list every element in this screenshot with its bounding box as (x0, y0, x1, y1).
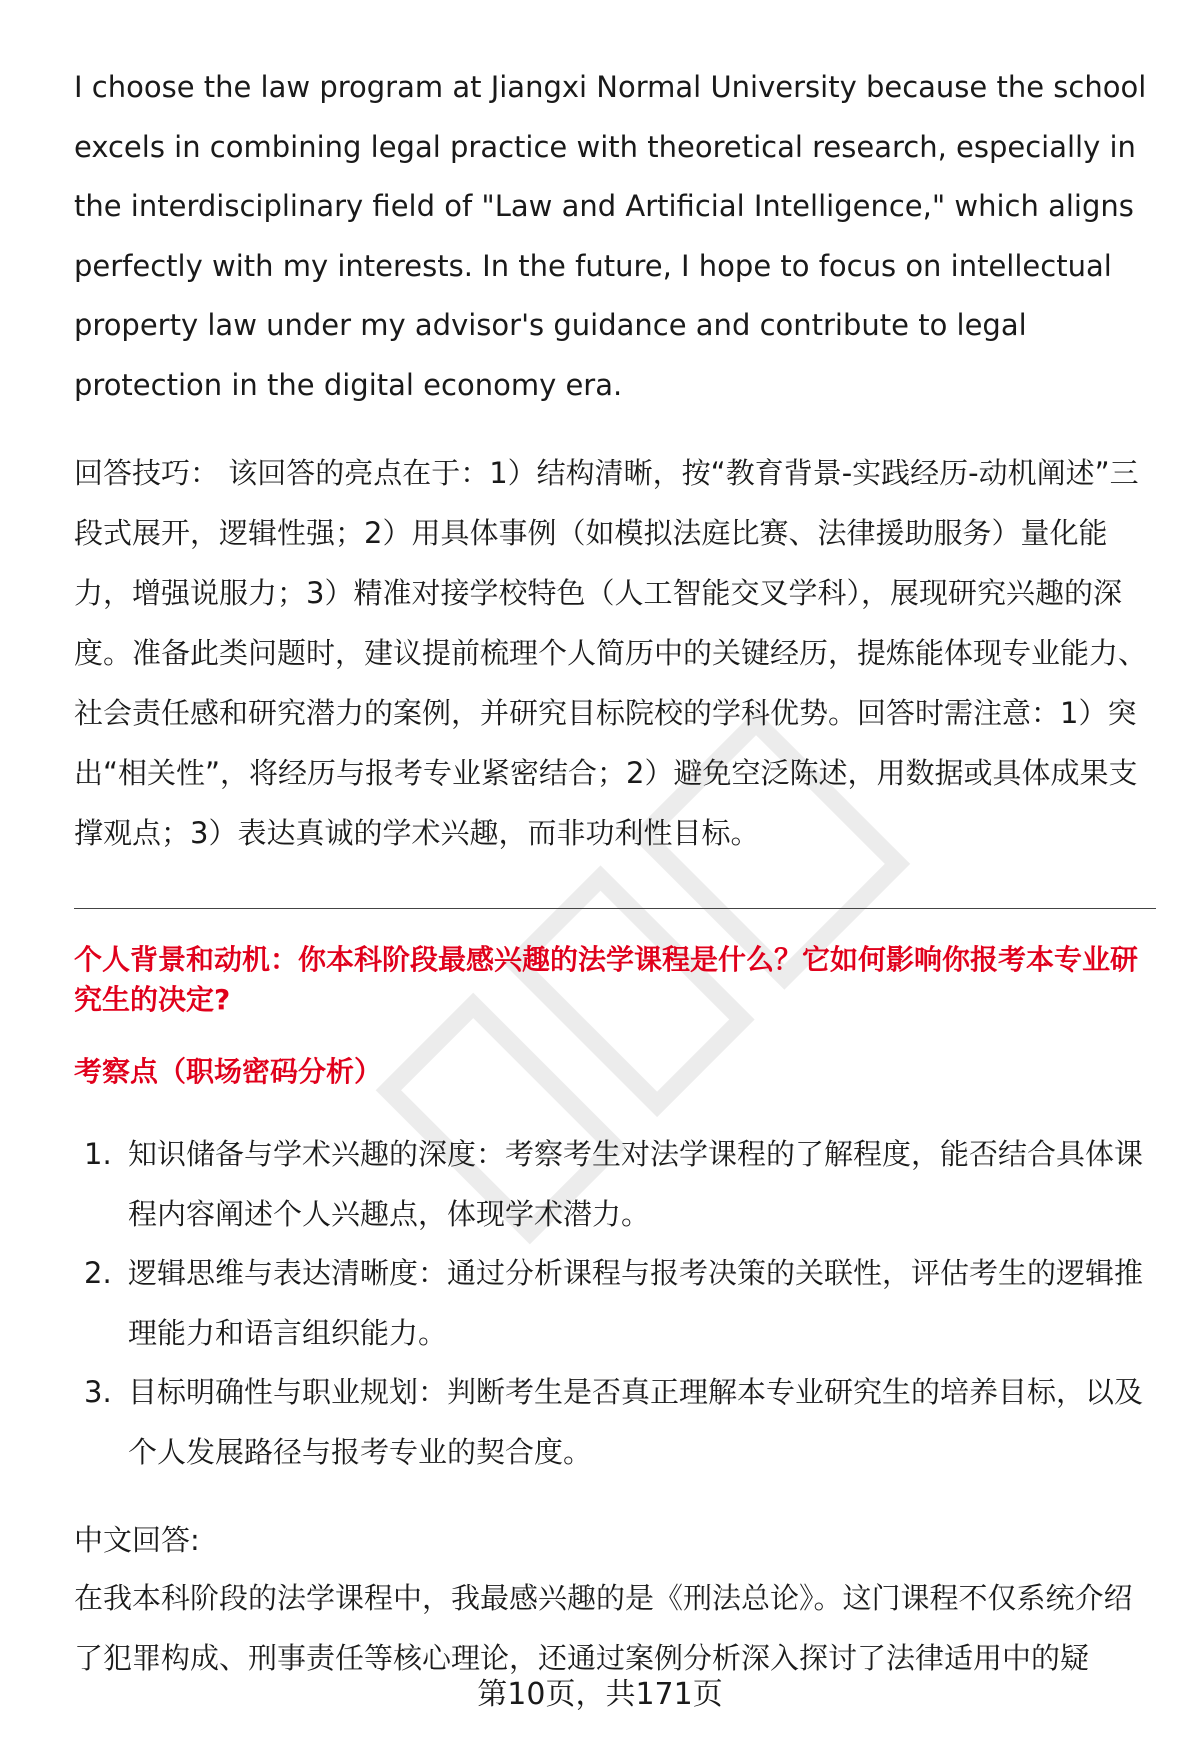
list-item (74, 1363, 1156, 1482)
assessment-points-title: 考察点（职场密码分析） (74, 1055, 383, 1088)
assessment-points-list (74, 1125, 1156, 1482)
list-item (74, 1125, 1156, 1244)
chinese-answer-paragraph: 在我本科阶段的法学课程中，我最感兴趣的是《刑法总论》。这门课程不仅系统介绍了犯罪构成、刑事责任等核心理论，还通过案例分析深入探讨了法律适用中的疑 (74, 1581, 1133, 1675)
list-item-text: 知识储备与学术兴趣的深度：考察考生对法学课程的了解程度，能否结合具体课程内容阐述个人兴趣点，体现学术潜力。 (128, 1137, 1144, 1231)
answer-tips-paragraph: 回答技巧： 该回答的亮点在于：1）结构清晰，按“教育背景-实践经历-动机阐述”三段式展开，逻辑性强；2）用具体事例（如模拟法庭比赛、法律援助服务）量化能力，增强说服力；3）精准对接学校特色（人工智能交叉学科），展现研究兴趣的深度。准备此类问题时，建议提前梳理个人简历中的关键经历，提炼能体现专业能力、社会责任感和研究潜力的案例，并研究目标院校的学科优势。回答时需注意：1）突出“相关性”，将经历与报考专业紧密结合；2）避免空泛陈述，用数据或具体成果支撑观点；3）表达真诚的学术兴趣，而非功利性目标。 (74, 456, 1148, 850)
list-item-number: 1. (84, 1137, 112, 1171)
section-divider (74, 908, 1156, 909)
chinese-answer-label: 中文回答: (74, 1523, 200, 1557)
page-number-footer: 第10页，共171页 (0, 1675, 1200, 1715)
list-item-number: 3. (84, 1375, 112, 1409)
list-item-text: 目标明确性与职业规划：判断考生是否真正理解本专业研究生的培养目标，以及个人发展路径与报考专业的契合度。 (128, 1375, 1144, 1469)
question-heading: 个人背景和动机：你本科阶段最感兴趣的法学课程是什么？它如何影响你报考本专业研究生的决定? (74, 943, 1139, 1016)
list-item-text: 逻辑思维与表达清晰度：通过分析课程与报考决策的关联性，评估考生的逻辑推理能力和语言组织能力。 (128, 1256, 1144, 1350)
english-answer-paragraph: I choose the law program at Jiangxi Normal University because the school excels in combining legal practice with theoretical research, especially in the interdisciplinary field of "Law and Artificial Intelligence," which aligns perfectly with my interests. In the future, I hope to focus on intellectual property law under my advisor's guidance and contribute to legal protection in the digital economy era. (74, 70, 1147, 402)
list-item (74, 1244, 1156, 1363)
list-item-number: 2. (84, 1256, 112, 1290)
